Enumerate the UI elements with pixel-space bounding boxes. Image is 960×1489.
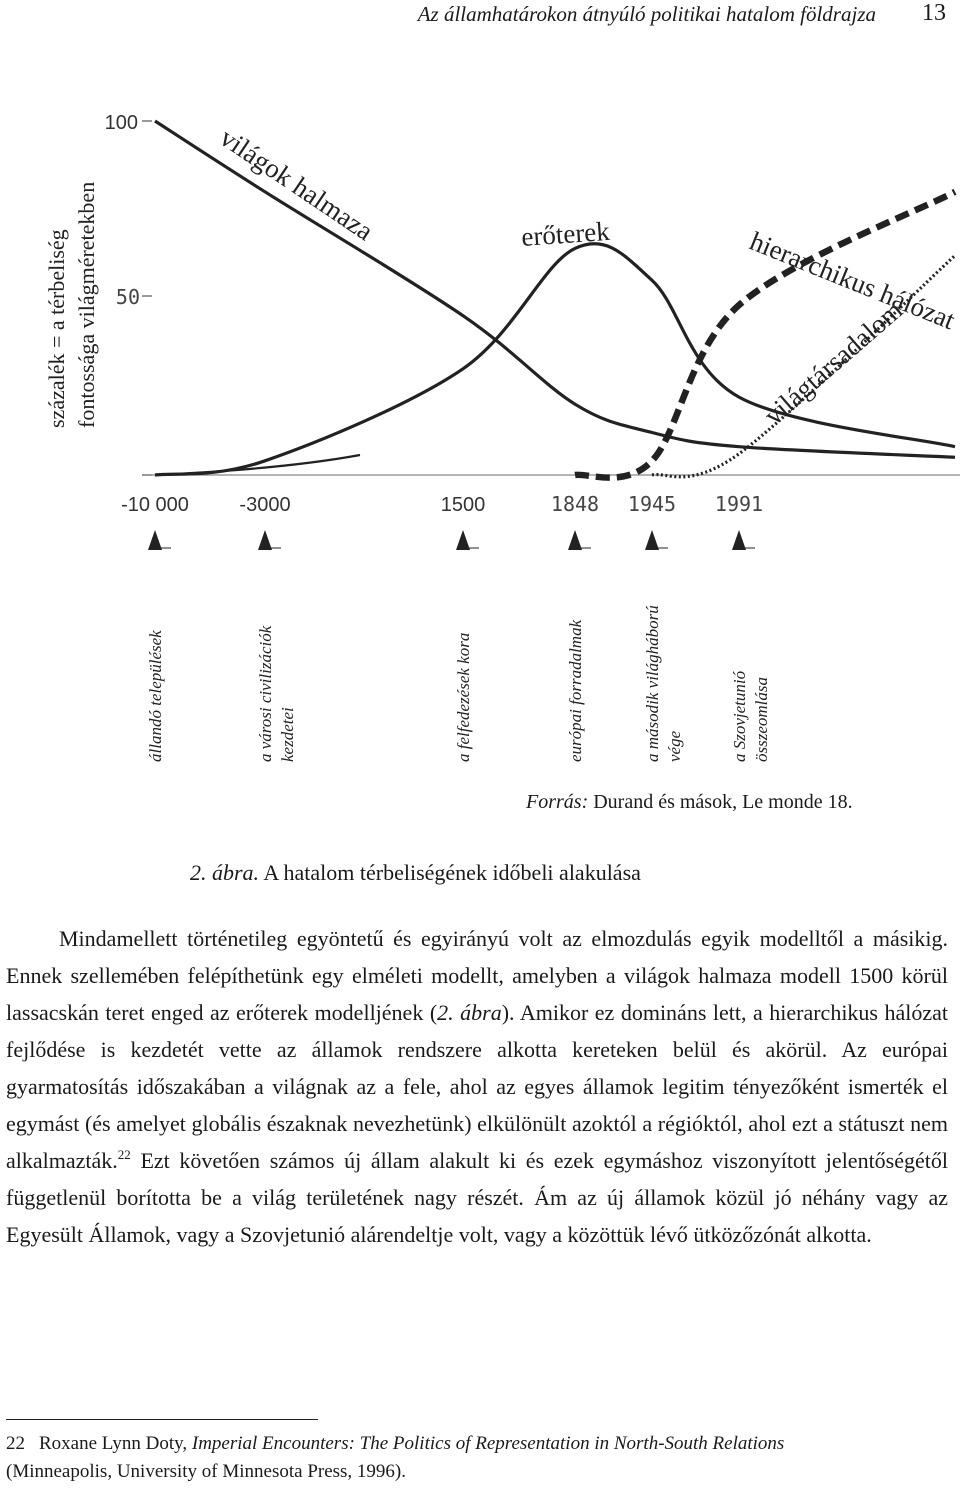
y-axis-title-line1: százalék = a térbeliség [44,229,69,428]
event-label-1: a városi civilizációk [256,625,275,762]
event-arrow-5 [732,530,746,550]
event-arrow-0 [148,530,162,550]
footnote-author: Roxane Lynn Doty, [39,1433,188,1454]
x-tick-label-5: 1991 [714,492,764,516]
curve-label-vilagtarsadalom: világtársadalom [758,294,909,431]
figure-caption-text: A hatalom térbeliségének időbeli alakulása [263,860,641,885]
figure-caption [190,860,641,886]
event-label-5: a Szovjetunió [730,670,749,762]
footnote-number: 22 [6,1433,25,1454]
footnote-marker: 22 [117,1147,131,1162]
body-text-part1: Mindamellett történetileg egyöntetű és egyirányú volt az elmozdulás egyik modelltől a másikig. Ennek szellemében felépíthetünk egy elméleti modellt, amelyben a világok halmaza modell 1500 körül lassacskán teret enged az erőterek modelljének ( [6,926,948,1025]
footnote-publication: (Minneapolis, University of Minnesota Press, 1996). [6,1461,407,1482]
x-tick-label-2: 1500 [440,494,486,516]
figure-reference: 2. ábra [437,1000,502,1025]
event-arrow-2 [456,530,470,550]
figure-source-label: Forrás: [526,791,589,813]
x-tick-label-0: -10 000 [121,494,189,516]
body-paragraph [6,920,948,1253]
x-tick-label-1: -3000 [239,494,291,516]
event-label-1-line2: kezdetei [278,707,297,762]
event-label-0: állandó települések [146,630,165,762]
y-axis-title-line2: fontossága világméretekben [74,181,99,428]
figure-source-text: Durand és mások, Le monde 18. [593,791,853,813]
curve-labels [215,122,960,430]
event-label-3: európai forradalmak [566,619,585,762]
x-tick-label-3: 1848 [550,492,600,516]
body-text-part3: Ezt követően számos új állam alakult ki és ezek egymáshoz viszonyított jelentőségétől függetlenül borította be a világ területének nagy részét. Ám az új államok közül jó néhány vagy az Egyesült Államok, vagy a Szovjetunió alárendeltje volt, vagy a közöttük lévő ütközőzónát alkotta. [6,1148,948,1247]
figure-source [526,791,853,814]
series-line-eroterek-early [155,455,360,475]
footnote-title: Imperial Encounters: The Politics of Representation in North-South Relations [191,1433,785,1454]
curve-label-eroterek: erőterek [520,215,611,252]
running-header [0,0,960,34]
event-label-4-line2: vége [665,730,684,762]
body-text-part2: ). Amikor ez domináns lett, a hierarchikus hálózat fejlődése is kezdetét vette az államok rendszere alkotta kereteken belül és akörül. Az európai gyarmatosítás időszakában a világnak az a fele, ahol az egyes államok legitim tényezőként ismerték el egymást (és amelyet globális északnak nevezhetünk) elkülönült azoktól a régióktól, ahol ezt a státuszt nem alkalmazták. [6,1000,949,1173]
figure-chart [0,90,960,770]
curve-label-vilagok-halmaza: világok halmaza [214,122,379,247]
footnote [6,1430,956,1486]
event-arrow-4 [645,530,659,550]
event-label-2: a felfedezések kora [454,632,473,762]
event-arrow-3 [568,530,582,550]
y-axis [105,112,152,475]
event-label-5-line2: összeomlása [752,676,771,762]
event-arrow-1 [258,530,272,550]
running-header-title: Az államhatárokon átnyúló politikai hatalom földrajza [417,2,876,26]
curve-label-hierarchikus-halozat: hierarchikus hálózat [745,225,960,336]
event-markers [146,530,771,762]
event-label-4: a második világháború [643,605,662,762]
x-axis-ticks [121,492,763,516]
footnote-separator [6,1419,318,1420]
page-number: 13 [922,0,946,26]
y-axis-title [44,182,99,428]
y-tick-label-100: 100 [104,112,138,134]
figure-caption-label: 2. ábra. [190,860,260,885]
y-tick-label-50: 50 [115,285,140,309]
x-tick-label-4: 1945 [627,492,677,516]
